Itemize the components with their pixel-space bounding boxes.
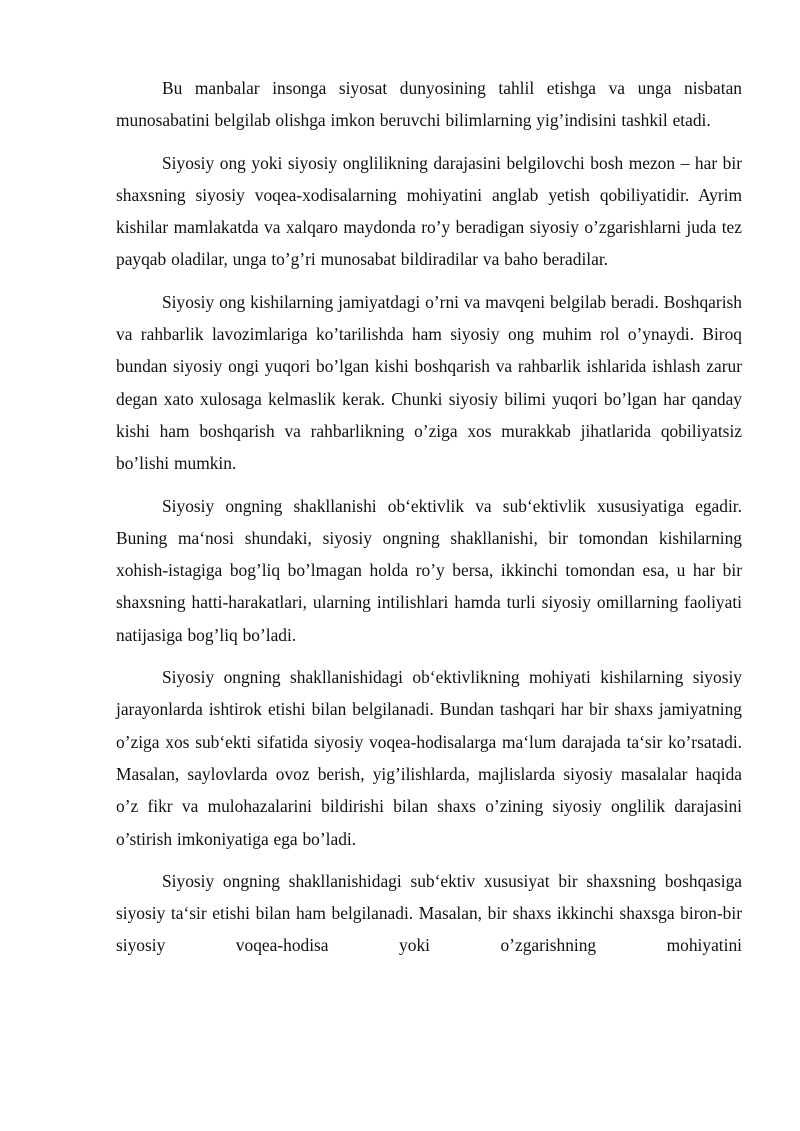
paragraph-4: Siyosiy ongning shakllanishi ob‘ektivlik va sub‘ektivlik xususiyatiga egadir. Buning ma‘nosi shundaki, siyosiy ongning shakllanishi, bir tomondan kishilarning xohish-istagiga bog’liq bo’lmagan holda ro’y bersa, ikkinchi tomondan esa, u har bir shaxsning hatti-harakatlari, ularning intilishlari hamda turli siyosiy omillarning faoliyati natijasiga bog’liq bo’ladi. [116, 495, 742, 645]
paragraph-5: Siyosiy ongning shakllanishidagi ob‘ektivlikning mohiyati kishilarning siyosiy jarayonlarda ishtirok etishi bilan belgilanadi. Bundan tashqari har bir shaxs jamiyatning o’ziga xos sub‘ekti sifatida siyosiy voqea-hodisalarga ma‘lum darajada ta‘sir ko’rsatadi. Masalan, saylovlarda ovoz berish, yig’ilishlarda, majlislarda siyosiy masalalar haqida o’z fikr va mulohazalarini bildirishi bilan shaxs o’zining siyosiy onglilik darajasini o’stirish imkoniyatiga ega bo’ladi. [116, 667, 742, 849]
paragraph-1: Bu manbalar insonga siyosat dunyosining tahlil etishga va unga nisbatan munosabatini belgilab olishga imkon beruvchi bilimlarning yig’indisini tashkil etadi. [116, 78, 742, 131]
paragraph-2: Siyosiy ong yoki siyosiy onglilikning darajasini belgilovchi bosh mezon – har bir shaxsning siyosiy voqea-xodisalarning mohiyatini anglab yetish qobiliyatidir. Ayrim kishilar mamlakatda va xalqaro maydonda ro’y beradigan siyosiy o’zgarishlarni juda tez payqab oladilar, unga to’g’ri munosabat bildiradilar va baho beradilar. [116, 152, 742, 270]
paragraph-6: Siyosiy ongning shakllanishidagi sub‘ektiv xususiyat bir shaxsning boshqasiga siyosiy ta‘sir etishi bilan ham belgilanadi. Masalan, bir shaxs ikkinchi shaxsga biron-bir siyosiy voqea-hodisa yoki o’zgarishning mohiyatini [116, 870, 742, 956]
paragraph-3: Siyosiy ong kishilarning jamiyatdagi o’rni va mavqeni belgilab beradi. Boshqarish va rahbarlik lavozimlariga ko’tarilishda ham siyosiy ong muhim rol o’ynaydi. Biroq bundan siyosiy ongi yuqori bo’lgan kishi boshqarish va rahbarlik ishlarida ishlash zarur degan xato xulosaga kelmaslik kerak. Chunki siyosiy bilimi yuqori bo’lgan har qanday kishi ham boshqarish va rahbarlikning o’ziga xos murakkab jihatlarida qobiliyatsiz bo’lishi mumkin. [116, 291, 742, 474]
